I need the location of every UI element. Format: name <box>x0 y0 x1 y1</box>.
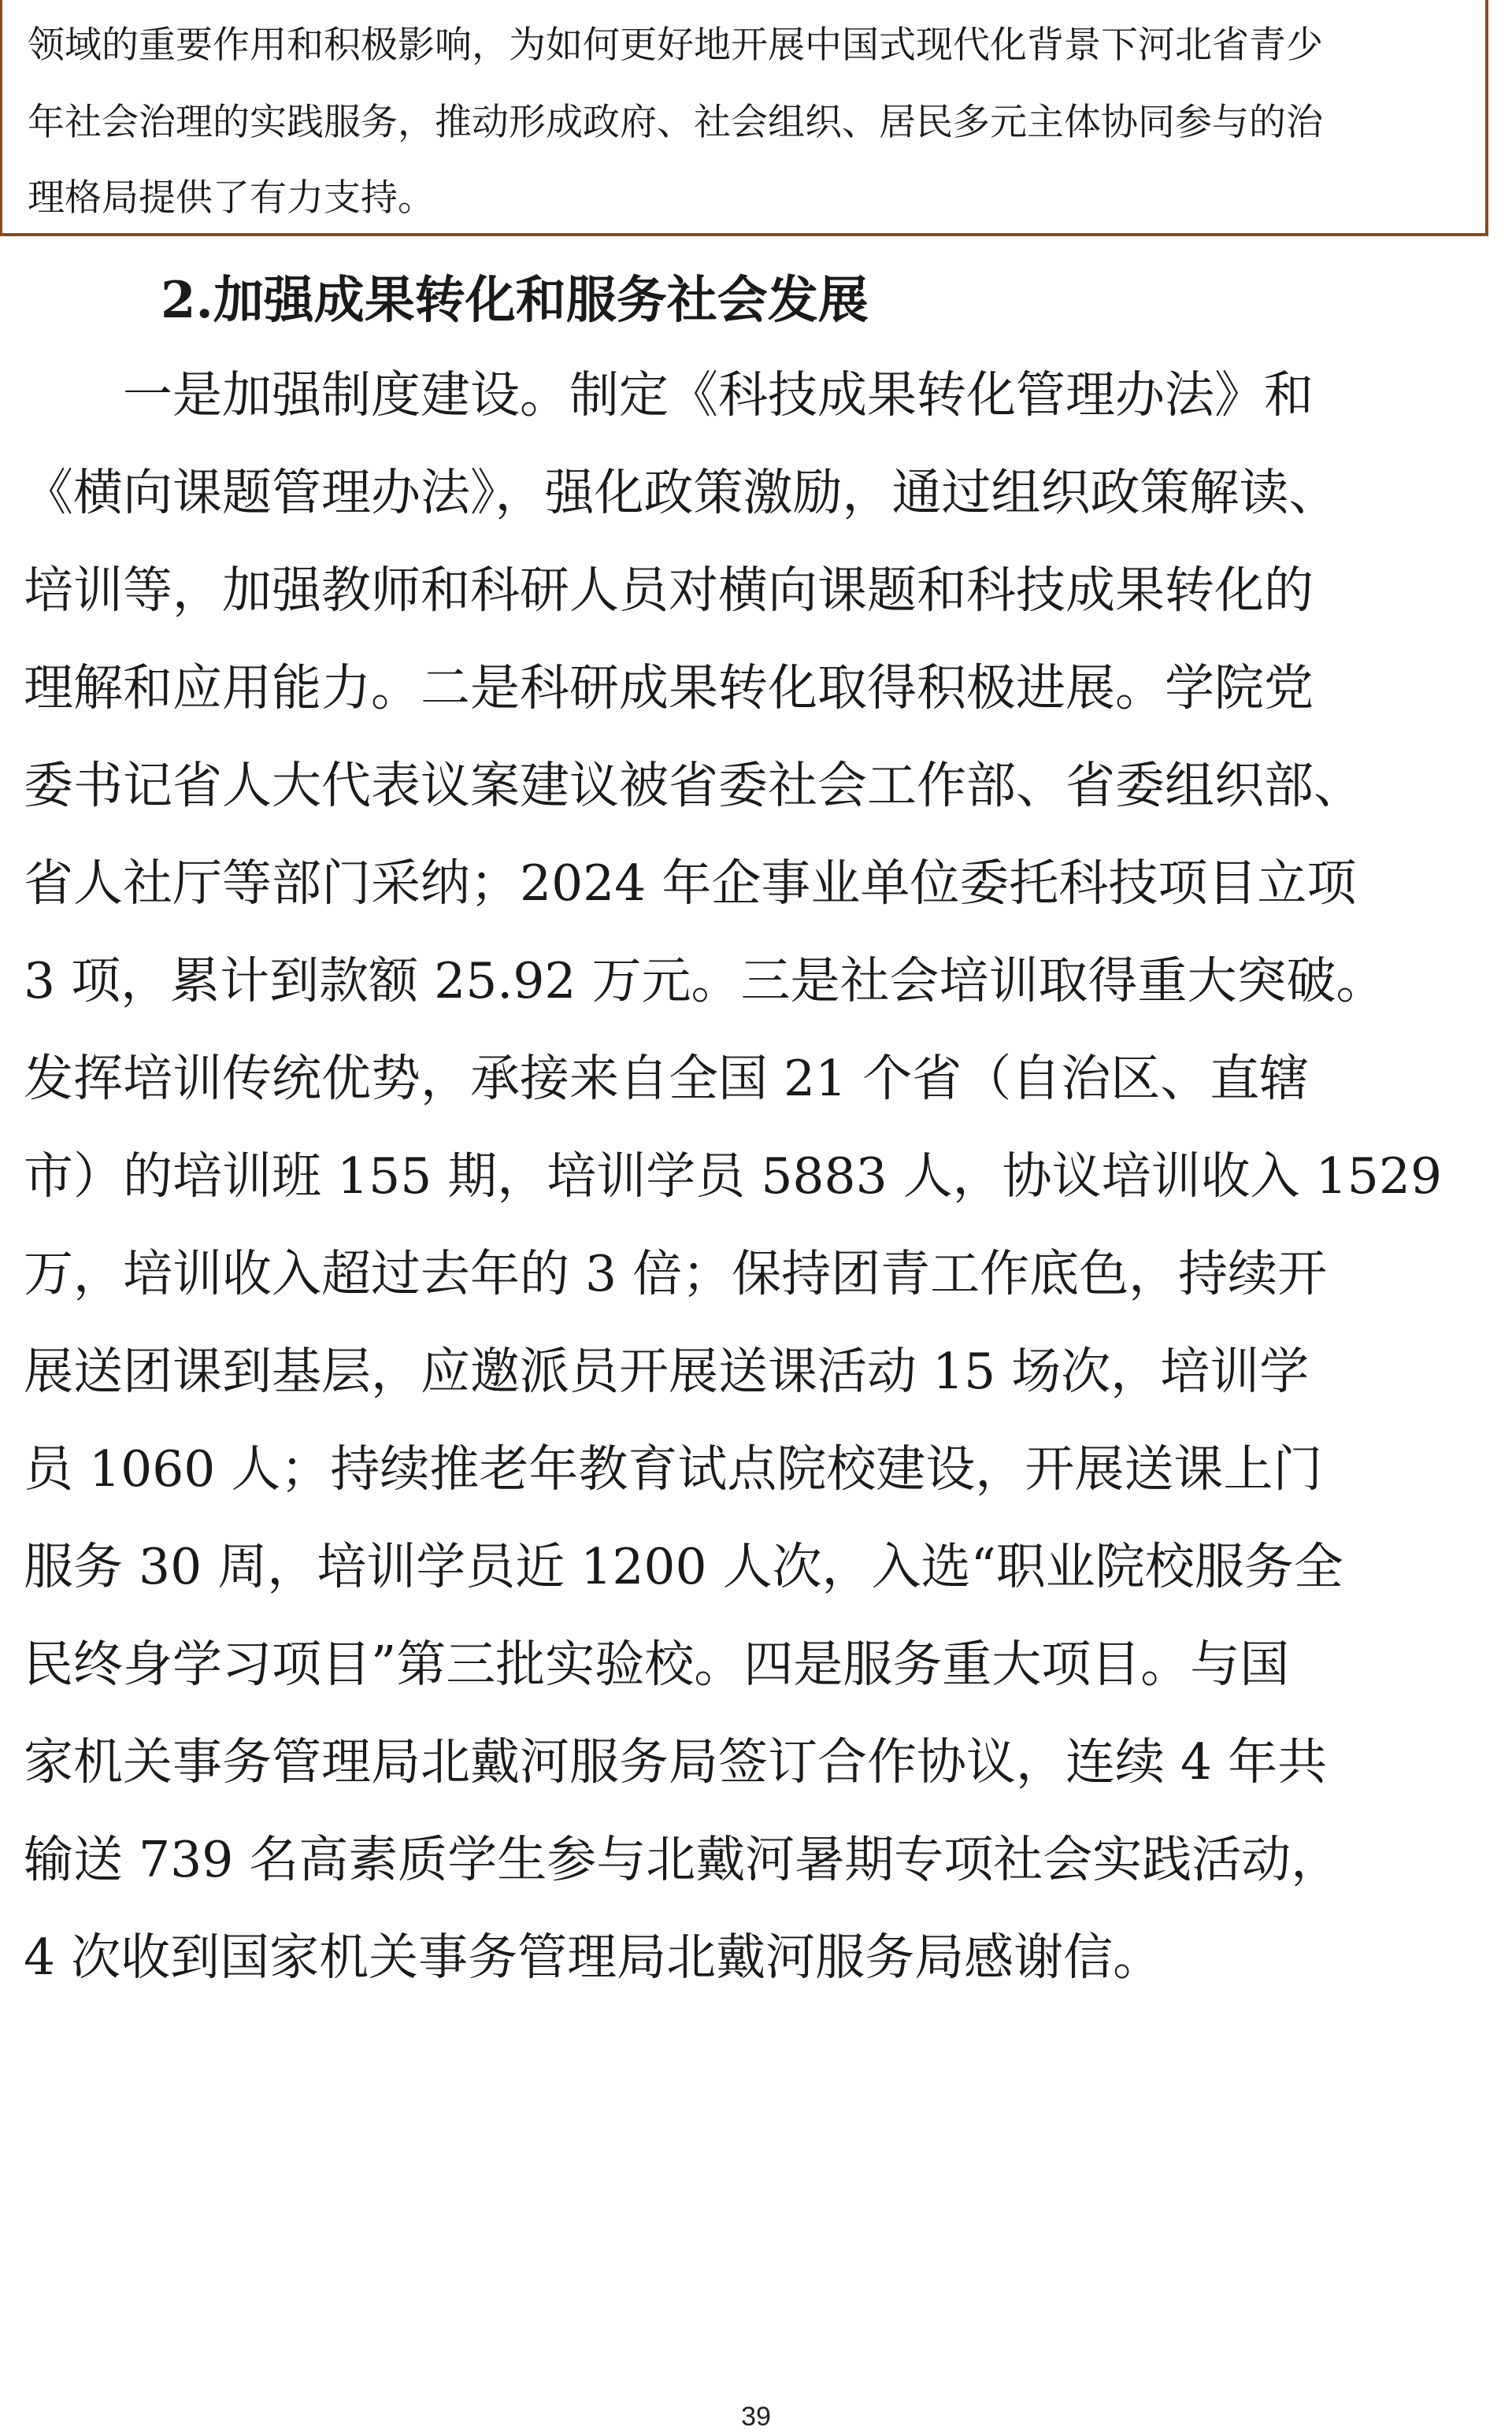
paragraph-line: 《横向课题管理办法》，强化政策激励，通过组织政策解读、 <box>24 464 1339 521</box>
paragraph-line: 培训等，加强教师和科研人员对横向课题和科技成果转化的 <box>24 561 1314 619</box>
paragraph-line: 发挥培训传统优势，承接来自全国 21 个省（自治区、直辖 <box>24 1050 1310 1107</box>
paragraph-line: 民终身学习项目”第三批实验校。四是服务重大项目。与国 <box>24 1636 1290 1693</box>
paragraph-line: 展送团课到基层，应邀派员开展送课活动 15 场次，培训学 <box>24 1343 1310 1400</box>
paragraph-line: 4 次收到国家机关事务管理局北戴河服务局感谢信。 <box>24 1928 1163 1986</box>
paragraph-line: 家机关事务管理局北戴河服务局签订合作协议，连续 4 年共 <box>24 1733 1328 1791</box>
paragraph-line: 服务 30 周，培训学员近 1200 人次，入选“职业院校服务全 <box>24 1538 1343 1595</box>
paragraph-line: 万，培训收入超过去年的 3 倍；保持团青工作底色，持续开 <box>24 1245 1328 1302</box>
page-number: 39 <box>741 2402 771 2432</box>
box-line: 年社会治理的实践服务，推动形成政府、社会组织、居民多元主体协同参与的治 <box>28 101 1323 144</box>
paragraph-line: 一是加强制度建设。制定《科技成果转化管理办法》和 <box>24 366 1314 424</box>
section-heading: 2.加强成果转化和服务社会发展 <box>161 271 869 330</box>
continued-text-box <box>0 0 1488 236</box>
paragraph-line: 理解和应用能力。二是科研成果转化取得积极进展。学院党 <box>24 659 1314 717</box>
paragraph-line: 委书记省人大代表议案建议被省委社会工作部、省委组织部、 <box>24 757 1363 814</box>
box-line: 领域的重要作用和积极影响，为如何更好地开展中国式现代化背景下河北省青少 <box>28 24 1323 67</box>
box-line: 理格局提供了有力支持。 <box>28 176 435 220</box>
paragraph-line: 省人社厅等部门采纳；2024 年企事业单位委托科技项目立项 <box>24 854 1357 912</box>
paragraph-line: 输送 739 名高素质学生参与北戴河暑期专项社会实践活动， <box>24 1831 1341 1888</box>
paragraph-line: 员 1060 人；持续推老年教育试点院校建设，开展送课上门 <box>24 1440 1323 1498</box>
paragraph-line: 3 项，累计到款额 25.92 万元。三是社会培训取得重大突破。 <box>24 952 1386 1010</box>
paragraph-line: 市）的培训班 155 期，培训学员 5883 人，协议培训收入 1529 <box>24 1147 1443 1205</box>
